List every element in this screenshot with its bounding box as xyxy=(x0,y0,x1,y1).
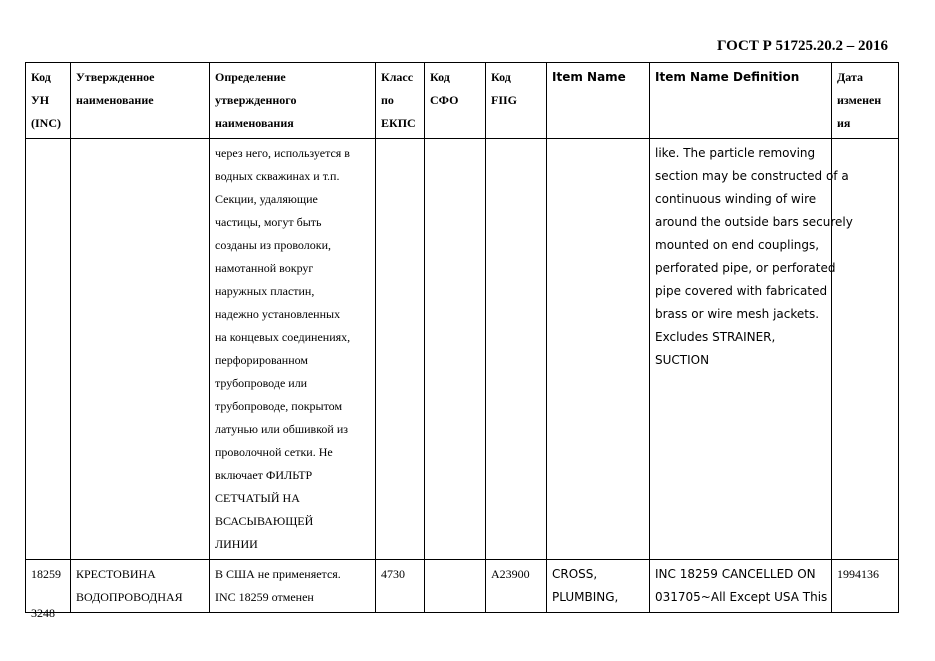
text-line: (INC) xyxy=(31,116,61,130)
text-line: Определение xyxy=(215,70,286,84)
text-line: pipe covered with fabricated xyxy=(655,284,828,298)
cell-approved-name xyxy=(71,139,210,560)
cell-fiig xyxy=(486,139,547,560)
cell-inc: 18259 xyxy=(26,560,71,613)
text-line: Код xyxy=(430,70,450,84)
text-line: INC 18259 CANCELLED ON xyxy=(655,567,816,581)
text-line: изменен xyxy=(837,93,882,107)
text-line: СФО xyxy=(430,93,459,107)
text-line: Утвержденное xyxy=(76,70,155,84)
text-line: трубопроводе или xyxy=(215,376,308,390)
text-line: section may be constructed of a xyxy=(655,169,849,183)
text-line: perforated pipe, or perforated xyxy=(655,261,836,275)
text-line: утвержденного xyxy=(215,93,297,107)
table-header-row xyxy=(26,63,899,139)
col-header-definition xyxy=(210,63,376,139)
cell-class: 4730 xyxy=(376,560,425,613)
text-line: перфорированном xyxy=(215,353,308,367)
text-line: Код xyxy=(31,70,51,84)
text-line: Excludes STRAINER, xyxy=(655,330,776,344)
text-line: mounted on end couplings, xyxy=(655,238,820,252)
cell-fiig: A23900 xyxy=(486,560,547,613)
cell-change-date: 1994136 xyxy=(832,560,899,613)
cell-definition-ru xyxy=(210,560,376,613)
text-line: Код xyxy=(491,70,511,84)
text-line: Дата xyxy=(837,70,863,84)
text-line: водных скважинах и т.п. xyxy=(215,169,340,183)
col-header-approved-name xyxy=(71,63,210,139)
text-line: ЛИНИИ xyxy=(215,537,258,551)
cell-sfo xyxy=(425,139,486,560)
text-line: Item Name xyxy=(552,70,626,84)
col-header-fiig xyxy=(486,63,547,139)
cell-definition-ru xyxy=(210,139,376,560)
text-line: Класс xyxy=(381,70,414,84)
text-line: включает ФИЛЬТР xyxy=(215,468,313,482)
text-line: проволочной сетки. Не xyxy=(215,445,333,459)
text-line: наименование xyxy=(76,93,154,107)
col-header-inc xyxy=(26,63,71,139)
document-id-header: ГОСТ Р 51725.20.2 – 2016 xyxy=(716,38,888,54)
text-line: УН xyxy=(31,93,50,107)
table-row xyxy=(26,139,899,560)
catalog-table xyxy=(25,62,899,613)
cell-item-name xyxy=(547,139,650,560)
text-line: INC 18259 отменен xyxy=(215,590,314,604)
cell-class xyxy=(376,139,425,560)
text-line: Item Name Definition xyxy=(655,70,800,84)
cell-inc xyxy=(26,139,71,560)
text-line: КРЕСТОВИНА xyxy=(76,567,156,581)
cell-change-date xyxy=(832,139,899,560)
text-line: латунью или обшивкой из xyxy=(215,422,349,436)
text-line: через него, используется в xyxy=(215,146,350,160)
col-header-sfo xyxy=(425,63,486,139)
text-line: надежно установленных xyxy=(215,307,341,321)
text-line: созданы из проволоки, xyxy=(215,238,332,252)
text-line: continuous winding of wire xyxy=(655,192,817,206)
text-line: SUCTION xyxy=(655,353,710,367)
text-line: ЕКПС xyxy=(381,116,416,130)
text-line: brass or wire mesh jackets. xyxy=(655,307,820,321)
text-line: around the outside bars securely xyxy=(655,215,853,229)
text-line: 031705~All Except USA This xyxy=(655,590,828,604)
cell-sfo xyxy=(425,560,486,613)
cell-definition-en xyxy=(650,560,832,613)
text-line: частицы, могут быть xyxy=(215,215,322,229)
text-line: like. The particle removing xyxy=(655,146,816,160)
text-line: по xyxy=(381,93,394,107)
text-line: Секции, удаляющие xyxy=(215,192,318,206)
text-line: намотанной вокруг xyxy=(215,261,314,275)
col-header-class xyxy=(376,63,425,139)
col-header-change-date xyxy=(832,63,899,139)
table-row xyxy=(26,560,899,613)
cell-definition-en xyxy=(650,139,853,560)
text-line: ия xyxy=(837,116,851,130)
cell-item-name xyxy=(547,560,650,613)
cell-approved-name xyxy=(71,560,210,613)
text-line: PLUMBING, xyxy=(552,590,619,604)
text-line: наружных пластин, xyxy=(215,284,315,298)
col-header-item-name-definition xyxy=(650,63,832,139)
text-line: наименования xyxy=(215,116,294,130)
text-line: ВОДОПРОВОДНАЯ xyxy=(76,590,183,604)
text-line: FIIG xyxy=(491,93,518,107)
text-line: СЕТЧАТЫЙ НА xyxy=(215,491,300,505)
page-number: 3248 xyxy=(31,606,55,620)
text-line: на концевых соединениях, xyxy=(215,330,351,344)
text-line: В США не применяется. xyxy=(215,567,341,581)
col-header-item-name xyxy=(547,63,650,139)
text-line: трубопроводе, покрытом xyxy=(215,399,343,413)
text-line: CROSS, xyxy=(552,567,598,581)
text-line: ВСАСЫВАЮЩЕЙ xyxy=(215,514,314,528)
